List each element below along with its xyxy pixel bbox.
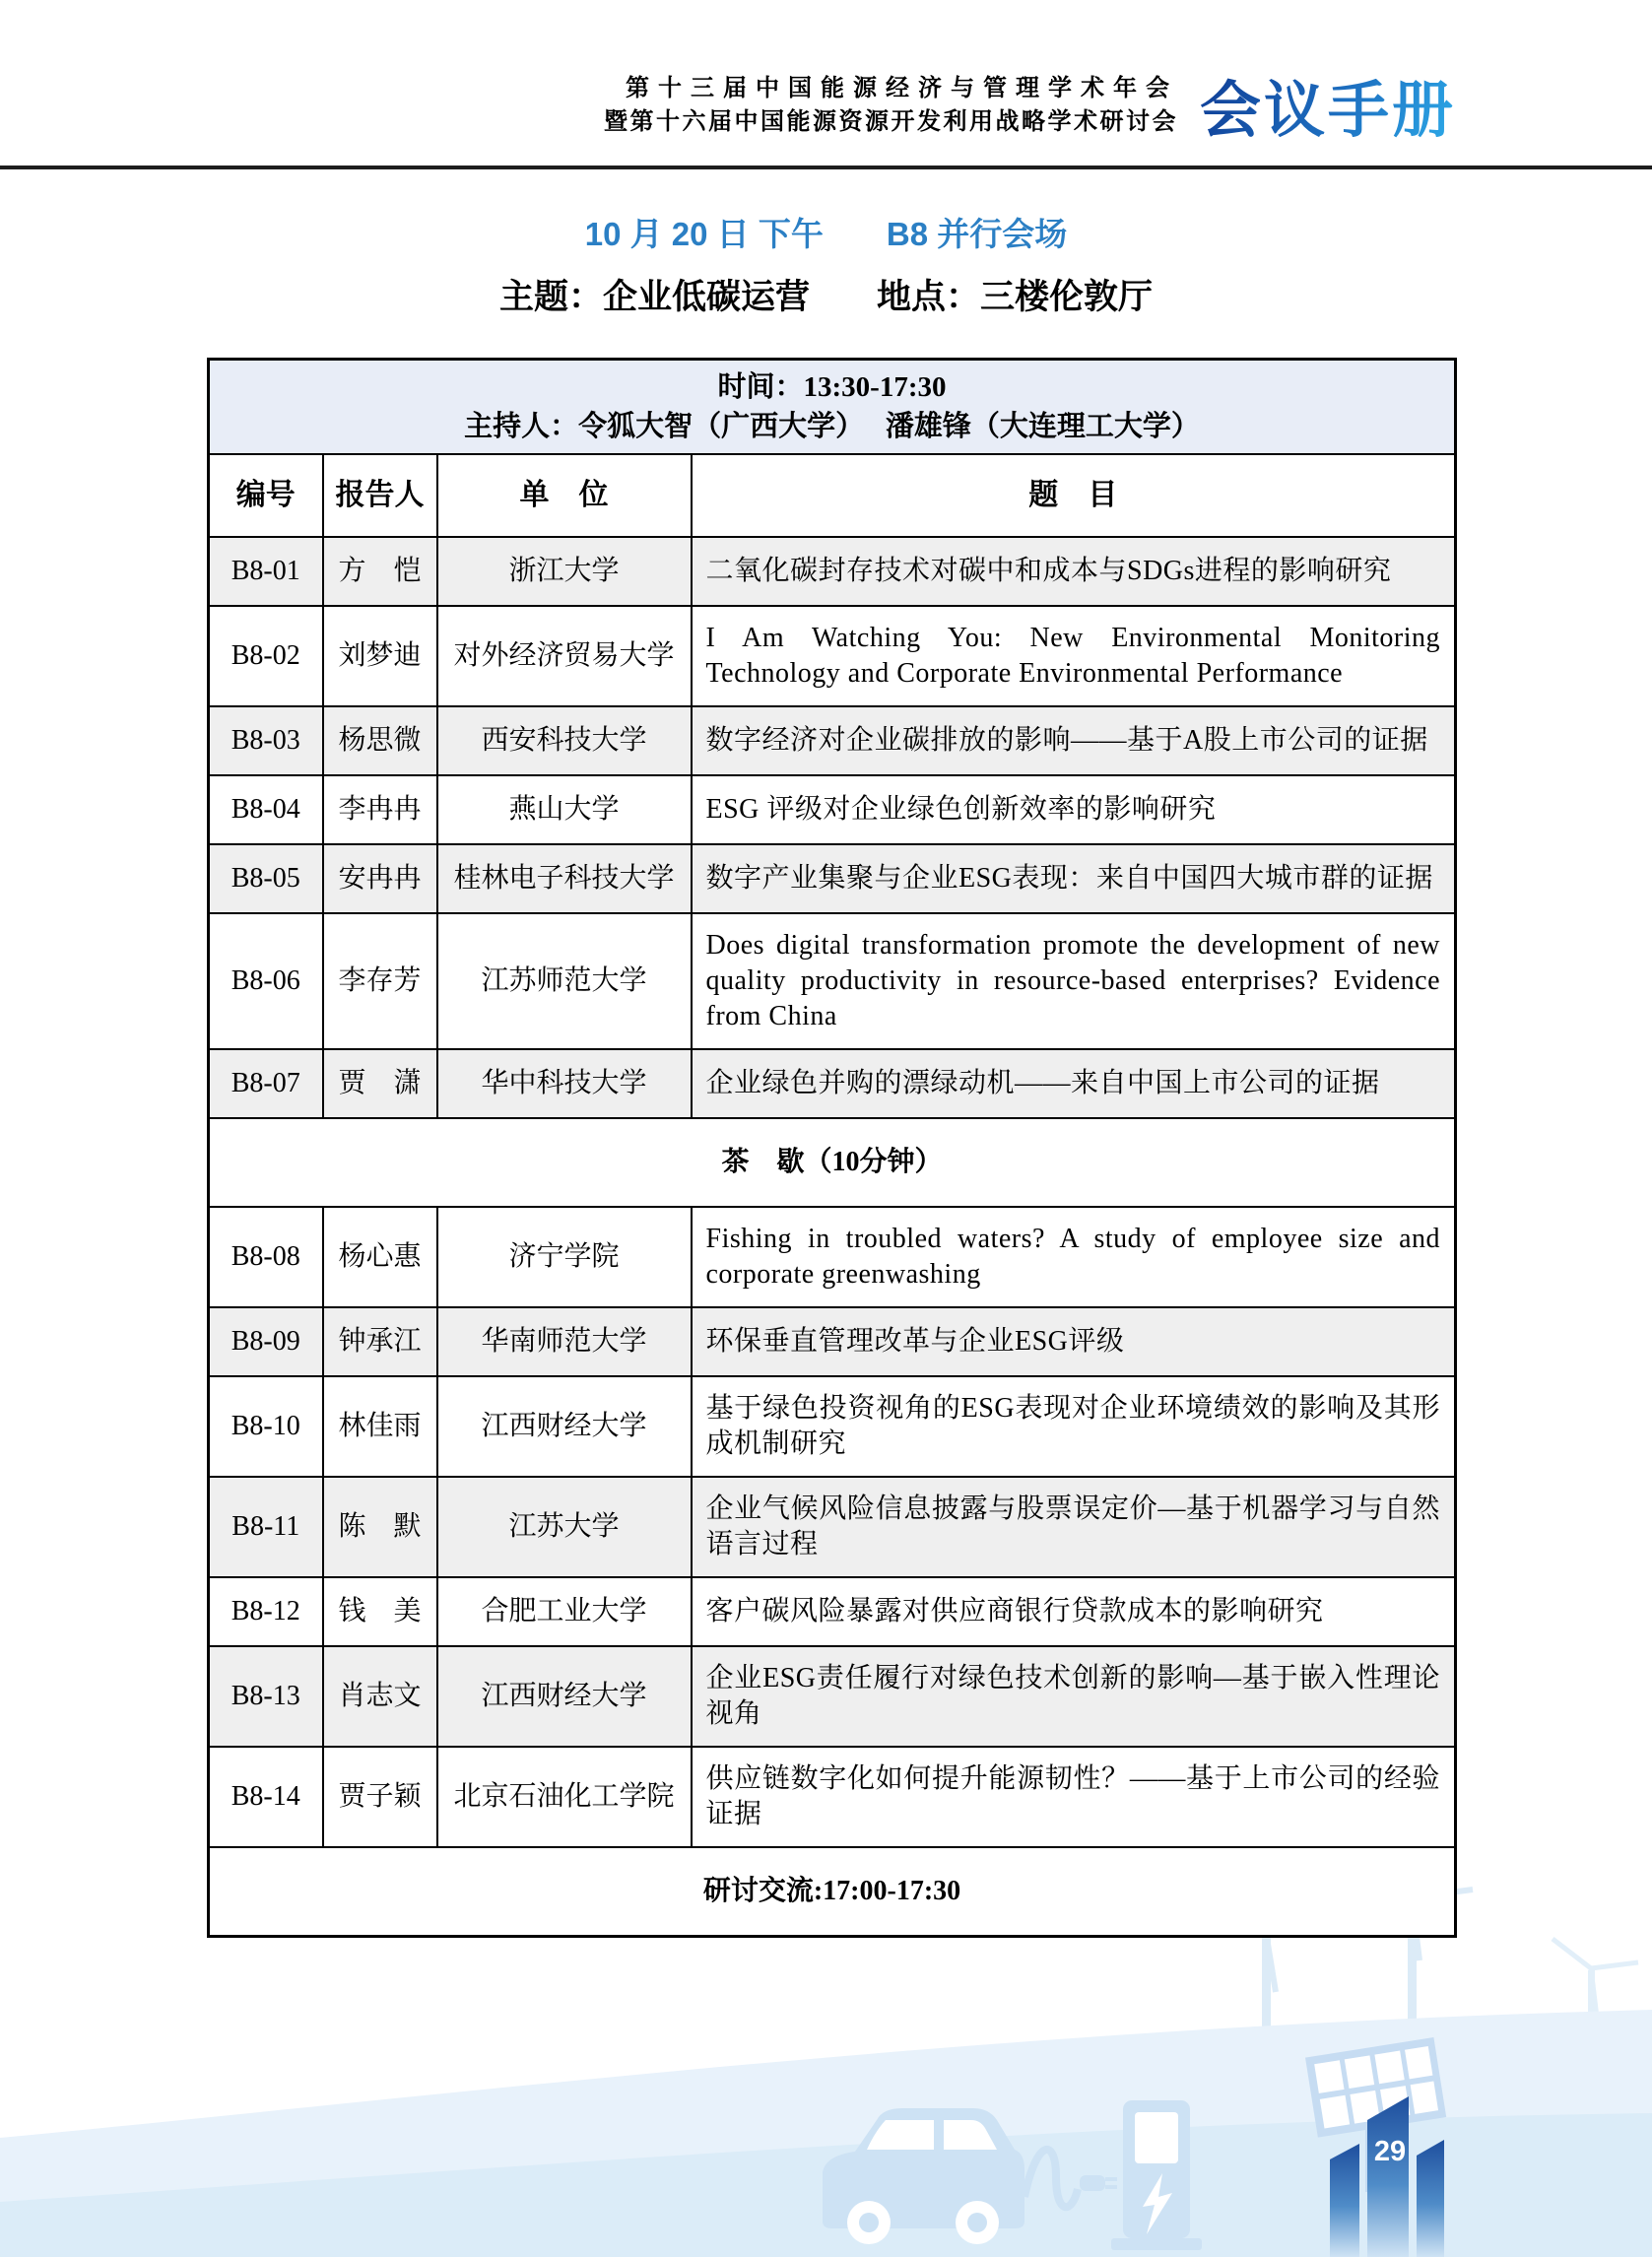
page-number: 29 xyxy=(1373,2136,1407,2167)
speaker-name: 刘梦迪 xyxy=(323,606,437,706)
paper-title: 企业ESG责任履行对绿色技术创新的影响—基于嵌入性理论视角 xyxy=(692,1646,1456,1747)
table-row xyxy=(209,775,1456,844)
session-title xyxy=(0,209,1652,255)
speaker-name: 李存芳 xyxy=(323,913,437,1049)
paper-title: 环保垂直管理改革与企业ESG评级 xyxy=(692,1307,1456,1376)
time-host-row xyxy=(209,360,1456,455)
paper-id: B8-11 xyxy=(209,1477,323,1577)
table-row xyxy=(209,606,1456,706)
table-row xyxy=(209,1207,1456,1307)
paper-id: B8-10 xyxy=(209,1376,323,1477)
paper-title: ESG 评级对企业绿色创新效率的影响研究 xyxy=(692,775,1456,844)
table-row xyxy=(209,706,1456,775)
schedule-table xyxy=(207,358,1457,1938)
paper-id: B8-05 xyxy=(209,844,323,913)
column-header-id: 编号 xyxy=(209,454,323,537)
affiliation: 华中科技大学 xyxy=(437,1049,692,1118)
discussion-label: 研讨交流:17:00-17:30 xyxy=(209,1847,1456,1937)
handbook-logo: 会议手册 xyxy=(1200,61,1456,149)
column-header-title: 题 目 xyxy=(692,454,1456,537)
affiliation: 江西财经大学 xyxy=(437,1376,692,1477)
affiliation: 华南师范大学 xyxy=(437,1307,692,1376)
speaker-name: 贾子颖 xyxy=(323,1747,437,1847)
speaker-name: 贾 潇 xyxy=(323,1049,437,1118)
speaker-name: 钱 美 xyxy=(323,1577,437,1646)
affiliation: 江苏师范大学 xyxy=(437,913,692,1049)
table-row xyxy=(209,913,1456,1049)
paper-id: B8-12 xyxy=(209,1577,323,1646)
paper-id: B8-04 xyxy=(209,775,323,844)
paper-title: 供应链数字化如何提升能源韧性？——基于上市公司的经验证据 xyxy=(692,1747,1456,1847)
paper-id: B8-02 xyxy=(209,606,323,706)
session-theme: 主题：企业低碳运营 xyxy=(498,278,810,316)
table-row xyxy=(209,1477,1456,1577)
paper-id: B8-08 xyxy=(209,1207,323,1307)
affiliation: 西安科技大学 xyxy=(437,706,692,775)
column-header-affiliation: 单 位 xyxy=(437,454,692,537)
paper-title: I Am Watching You: New Environmental Monitoring Technology and Corporate Environmental Performance xyxy=(692,606,1456,706)
conference-title-block xyxy=(604,72,1178,139)
affiliation: 对外经济贸易大学 xyxy=(437,606,692,706)
affiliation: 燕山大学 xyxy=(437,775,692,844)
tea-break-row xyxy=(209,1118,1456,1207)
table-row xyxy=(209,1646,1456,1747)
paper-id: B8-01 xyxy=(209,537,323,606)
conference-title-line2: 暨第十六届中国能源资源开发利用战略学术研讨会 xyxy=(603,107,1178,135)
table-row xyxy=(209,844,1456,913)
table-row xyxy=(209,1747,1456,1847)
column-header-row xyxy=(209,454,1456,537)
session-hosts: 主持人：令狐大智（广西大学） 潘雄锋（大连理工大学） xyxy=(464,411,1200,442)
affiliation: 北京石油化工学院 xyxy=(437,1747,692,1847)
conference-title-line1: 第十三届中国能源经济与管理学术年会 xyxy=(625,74,1178,101)
paper-id: B8-13 xyxy=(209,1646,323,1747)
affiliation: 江苏大学 xyxy=(437,1477,692,1577)
session-subtitle xyxy=(0,270,1652,319)
speaker-name: 李冉冉 xyxy=(323,775,437,844)
affiliation: 桂林电子科技大学 xyxy=(437,844,692,913)
session-datetime: 10 月 20 日 下午 xyxy=(584,216,824,252)
affiliation: 合肥工业大学 xyxy=(437,1577,692,1646)
schedule-rows-before-break xyxy=(209,537,1456,1118)
affiliation: 济宁学院 xyxy=(437,1207,692,1307)
affiliation: 江西财经大学 xyxy=(437,1646,692,1747)
speaker-name: 钟承江 xyxy=(323,1307,437,1376)
session-time: 时间：13:30-17:30 xyxy=(717,371,947,403)
affiliation: 浙江大学 xyxy=(437,537,692,606)
tea-break-label: 茶 歇（10分钟） xyxy=(209,1118,1456,1207)
table-row xyxy=(209,1307,1456,1376)
session-location: 地点：三楼伦敦厅 xyxy=(877,278,1154,316)
paper-title: 客户碳风险暴露对供应商银行贷款成本的影响研究 xyxy=(692,1577,1456,1646)
speaker-name: 陈 默 xyxy=(323,1477,437,1577)
column-header-speaker: 报告人 xyxy=(323,454,437,537)
paper-title: 数字经济对企业碳排放的影响——基于A股上市公司的证据 xyxy=(692,706,1456,775)
paper-id: B8-06 xyxy=(209,913,323,1049)
paper-id: B8-09 xyxy=(209,1307,323,1376)
charging-station-icon xyxy=(1111,2100,1202,2250)
header-divider-line xyxy=(0,166,1652,169)
speaker-name: 林佳雨 xyxy=(323,1376,437,1477)
speaker-name: 安冉冉 xyxy=(323,844,437,913)
table-row xyxy=(209,537,1456,606)
paper-id: B8-07 xyxy=(209,1049,323,1118)
page-header xyxy=(604,61,1456,149)
paper-id: B8-14 xyxy=(209,1747,323,1847)
table-row xyxy=(209,1049,1456,1118)
speaker-name: 肖志文 xyxy=(323,1646,437,1747)
paper-title: Fishing in troubled waters? A study of employee size and corporate greenwashing xyxy=(692,1207,1456,1307)
schedule-rows-after-break xyxy=(209,1207,1456,1847)
speaker-name: 方 恺 xyxy=(323,537,437,606)
discussion-row xyxy=(209,1847,1456,1937)
paper-title: 企业绿色并购的漂绿动机——来自中国上市公司的证据 xyxy=(692,1049,1456,1118)
table-row xyxy=(209,1577,1456,1646)
paper-id: B8-03 xyxy=(209,706,323,775)
paper-title: 基于绿色投资视角的ESG表现对企业环境绩效的影响及其形成机制研究 xyxy=(692,1376,1456,1477)
paper-title: 企业气候风险信息披露与股票误定价—基于机器学习与自然语言过程 xyxy=(692,1477,1456,1577)
speaker-name: 杨思微 xyxy=(323,706,437,775)
speaker-name: 杨心惠 xyxy=(323,1207,437,1307)
session-venue-code: B8 并行会场 xyxy=(886,216,1068,252)
time-host-cell xyxy=(209,360,1456,455)
table-row xyxy=(209,1376,1456,1477)
paper-title: 数字产业集聚与企业ESG表现：来自中国四大城市群的证据 xyxy=(692,844,1456,913)
paper-title: Does digital transformation promote the development of new quality productivity in resource-based enterprises? Evidence from China xyxy=(692,913,1456,1049)
paper-title: 二氧化碳封存技术对碳中和成本与SDGs进程的影响研究 xyxy=(692,537,1456,606)
